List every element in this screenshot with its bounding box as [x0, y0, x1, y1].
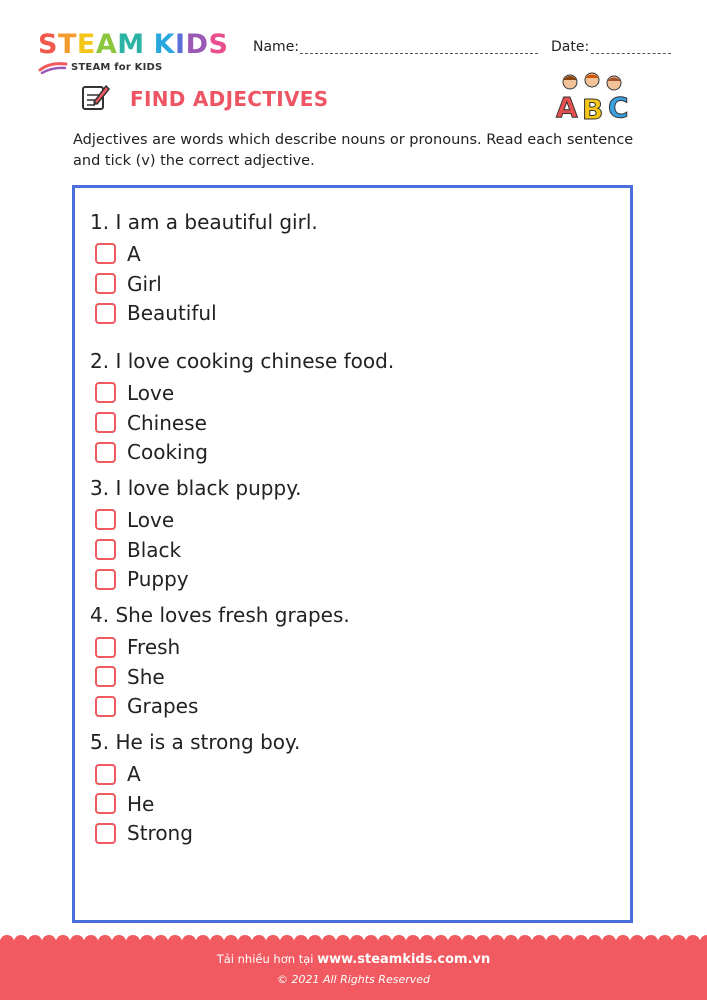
scallop-bump: [182, 935, 196, 948]
question-block: [90, 205, 610, 328]
checkbox[interactable]: [95, 442, 116, 463]
steam-kids-logo: [38, 30, 228, 74]
answer-option[interactable]: [90, 662, 610, 692]
scallop-bump: [168, 935, 182, 948]
swoosh-icon: [38, 60, 68, 74]
question-text: 3. I love black puppy.: [90, 476, 302, 501]
svg-text:C: C: [608, 91, 629, 122]
pencil-paper-icon: [80, 82, 110, 112]
answer-option[interactable]: [90, 269, 610, 299]
answer-option-label: Beautiful: [127, 301, 217, 326]
footer-band: [0, 940, 707, 1000]
name-field[interactable]: [300, 53, 538, 54]
answer-option-label: She: [127, 664, 165, 689]
scallop-bump: [84, 935, 98, 948]
answer-option[interactable]: [90, 437, 610, 467]
scallop-bump: [224, 935, 238, 948]
answer-option[interactable]: [90, 535, 610, 565]
scallop-bump: [308, 935, 322, 948]
answer-option[interactable]: [90, 632, 610, 662]
checkbox[interactable]: [95, 696, 116, 717]
checkbox[interactable]: [95, 382, 116, 403]
logo-letter: A: [95, 29, 118, 60]
date-field[interactable]: [591, 53, 671, 54]
checkbox[interactable]: [95, 509, 116, 530]
checkbox[interactable]: [95, 569, 116, 590]
scallop-bump: [518, 935, 532, 948]
answer-option-label: Fresh: [127, 635, 181, 660]
answer-option[interactable]: [90, 298, 610, 328]
scallop-bump: [196, 935, 210, 948]
checkbox[interactable]: [95, 273, 116, 294]
scallop-bump: [574, 935, 588, 948]
scallop-bump: [462, 935, 476, 948]
abc-kids-illustration: [548, 72, 636, 122]
scallop-bump: [350, 935, 364, 948]
scallop-bump: [546, 935, 560, 948]
scallop-bump: [0, 935, 14, 948]
scallop-bump: [434, 935, 448, 948]
page-title: FIND ADJECTIVES: [130, 87, 329, 111]
questions-list: [90, 205, 610, 848]
scallop-bump: [588, 935, 602, 948]
checkbox[interactable]: [95, 666, 116, 687]
scallop-bump: [42, 935, 56, 948]
question-block: [90, 725, 610, 848]
scallop-bump: [616, 935, 630, 948]
answer-option[interactable]: [90, 565, 610, 595]
scallop-bump: [28, 935, 42, 948]
scallop-bump: [252, 935, 266, 948]
scallop-bump: [322, 935, 336, 948]
checkbox[interactable]: [95, 243, 116, 264]
question-text: 5. He is a strong boy.: [90, 730, 301, 755]
answer-option-label: Puppy: [127, 567, 189, 592]
scallop-bump: [70, 935, 84, 948]
scallop-bump: [476, 935, 490, 948]
answer-option-label: Love: [127, 507, 175, 532]
logo-letter: D: [185, 29, 209, 60]
answer-option[interactable]: [90, 505, 610, 535]
scallop-bump: [406, 935, 420, 948]
footer-copyright: © 2021 All Rights Reserved: [276, 973, 430, 986]
logo-letter: S: [38, 29, 58, 60]
footer-prefix: Tải nhiều hơn tại: [216, 952, 318, 966]
question-block: [90, 598, 610, 721]
scallop-bump: [14, 935, 28, 948]
checkbox[interactable]: [95, 412, 116, 433]
logo-tagline: STEAM for KIDS: [71, 61, 163, 73]
logo-letter: I: [175, 29, 186, 60]
checkbox[interactable]: [95, 539, 116, 560]
scallop-bump: [448, 935, 462, 948]
scallop-bump: [658, 935, 672, 948]
name-label: Name:: [253, 39, 300, 55]
logo-wordmark: [38, 30, 228, 60]
scallop-bump: [700, 935, 707, 948]
scallop-bump: [686, 935, 700, 948]
answer-option[interactable]: [90, 239, 610, 269]
checkbox[interactable]: [95, 793, 116, 814]
logo-letter: K: [153, 29, 176, 60]
logo-letter: M: [117, 29, 145, 60]
scallop-bump: [630, 935, 644, 948]
scallop-bump: [112, 935, 126, 948]
checkbox[interactable]: [95, 303, 116, 324]
answer-option-label: Chinese: [127, 410, 207, 435]
answer-option[interactable]: [90, 819, 610, 849]
footer-site-link[interactable]: www.steamkids.com.vn: [317, 952, 491, 967]
scallop-bump: [336, 935, 350, 948]
answer-option[interactable]: [90, 378, 610, 408]
answer-option-label: Black: [127, 537, 182, 562]
svg-text:A: A: [556, 91, 578, 122]
scallop-bump: [420, 935, 434, 948]
answer-option-label: He: [127, 791, 155, 816]
footer-scallop-edge: [0, 934, 707, 948]
scallop-bump: [280, 935, 294, 948]
answer-option-label: Cooking: [127, 440, 208, 465]
scallop-bump: [56, 935, 70, 948]
scallop-bump: [266, 935, 280, 948]
answer-option[interactable]: [90, 408, 610, 438]
date-label: Date:: [551, 39, 590, 55]
checkbox[interactable]: [95, 823, 116, 844]
answer-option-label: Strong: [127, 821, 193, 846]
scallop-bump: [392, 935, 406, 948]
scallop-bump: [238, 935, 252, 948]
scallop-bump: [644, 935, 658, 948]
instructions-text: Adjectives are words which describe nouns or pronouns. Read each sentence and tick (v) the correct adjective.: [73, 132, 634, 169]
answer-option-label: A: [127, 762, 141, 787]
scallop-bump: [364, 935, 378, 948]
scallop-bump: [560, 935, 574, 948]
answer-option-label: A: [127, 241, 141, 266]
scallop-bump: [602, 935, 616, 948]
logo-letter: E: [76, 29, 96, 60]
question-block: [90, 471, 610, 594]
answer-option[interactable]: [90, 789, 610, 819]
logo-tagline-row: [38, 60, 228, 74]
answer-option-label: Grapes: [127, 694, 199, 719]
question-block: [90, 344, 610, 467]
footer-download-line: [0, 952, 707, 967]
answer-option[interactable]: [90, 759, 610, 789]
logo-letter: T: [57, 29, 77, 60]
scallop-bump: [154, 935, 168, 948]
question-text: 1. I am a beautiful girl.: [90, 210, 318, 234]
scallop-bump: [378, 935, 392, 948]
scallop-bump: [532, 935, 546, 948]
checkbox[interactable]: [95, 764, 116, 785]
scallop-bump: [504, 935, 518, 948]
answer-option-label: Love: [127, 380, 175, 405]
scallop-bump: [294, 935, 308, 948]
scallop-bump: [126, 935, 140, 948]
logo-letter: S: [208, 29, 229, 60]
question-text: 4. She loves fresh grapes.: [90, 603, 350, 628]
question-text: 2. I love cooking chinese food.: [90, 349, 395, 374]
scallop-bump: [490, 935, 504, 948]
scallop-bump: [210, 935, 224, 948]
svg-text:B: B: [582, 93, 604, 122]
scallop-bump: [672, 935, 686, 948]
answer-option[interactable]: [90, 692, 610, 722]
answer-option-label: Girl: [127, 271, 162, 296]
scallop-bump: [98, 935, 112, 948]
scallop-bump: [140, 935, 154, 948]
checkbox[interactable]: [95, 637, 116, 658]
